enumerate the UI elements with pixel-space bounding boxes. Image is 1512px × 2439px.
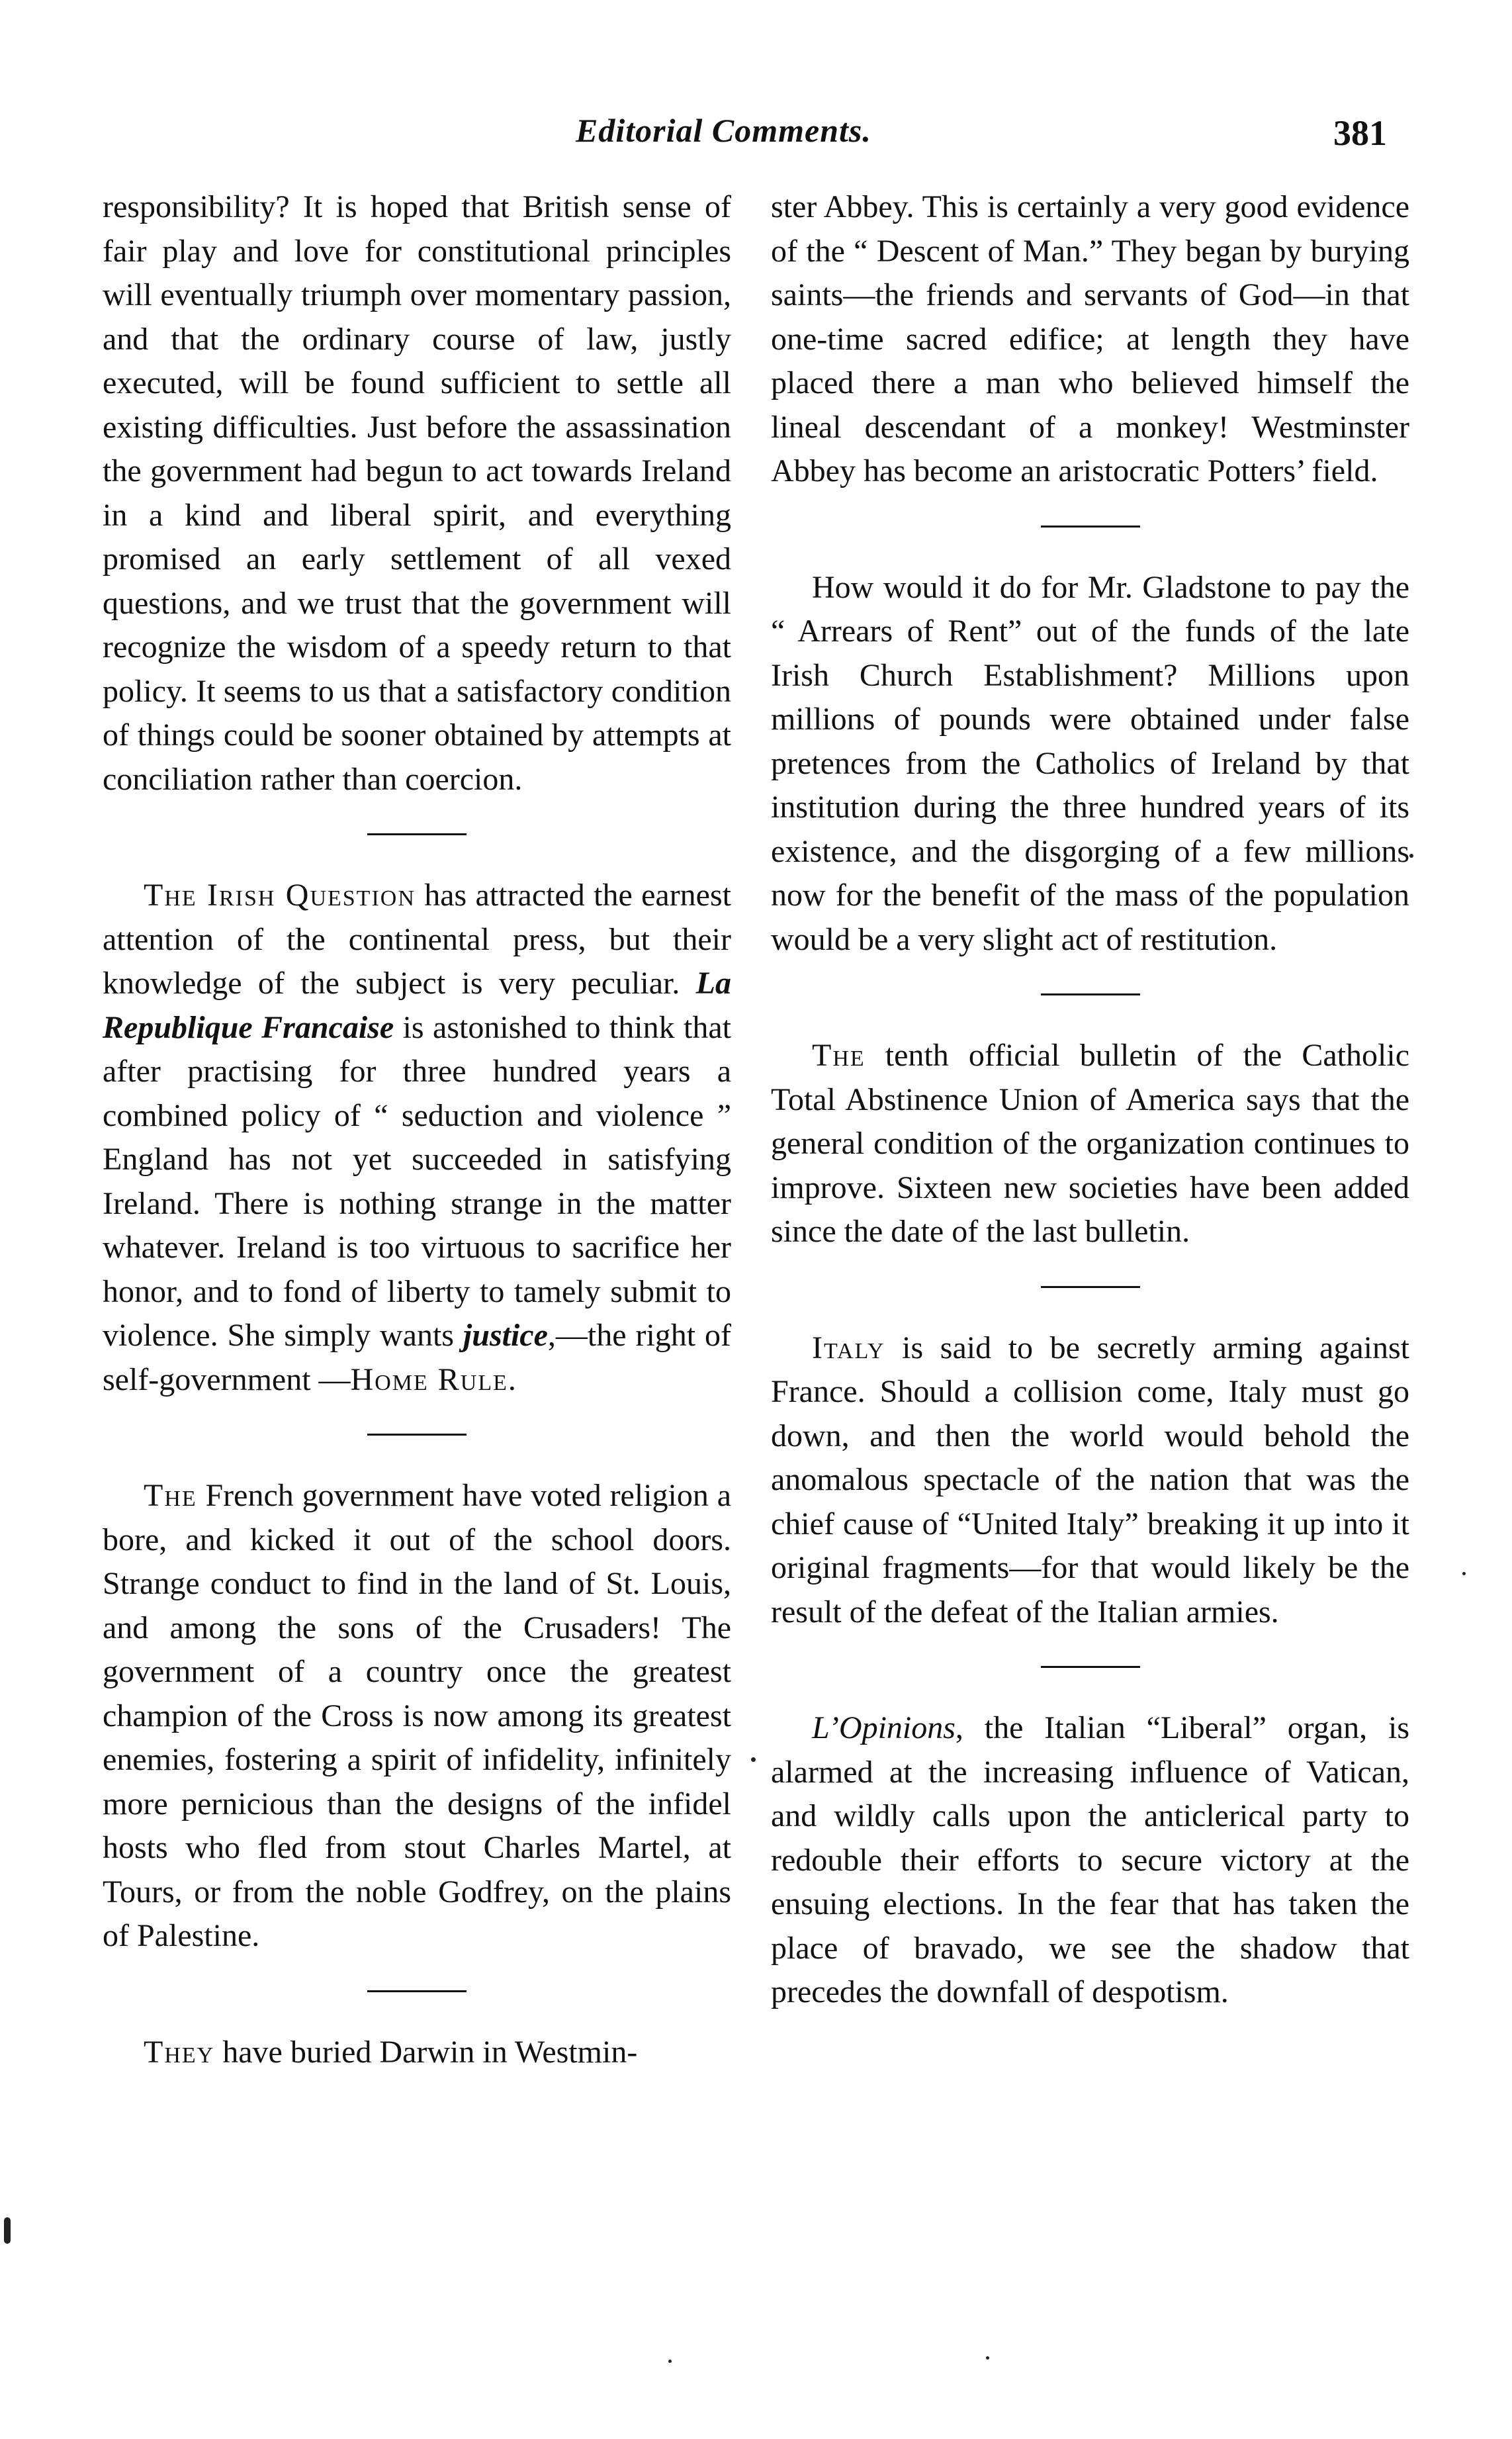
paragraph-text: , the Italian “Liberal” organ, is alarmed at the increasing influence of Vatican, and wildly calls upon the anticlerical party to redouble their efforts to secure victory at the ensuing elections. In the fear that has taken the place of bravado, we see the shadow that precedes the downfall of despotism. <box>771 1710 1409 2009</box>
paragraph-irish-question <box>103 874 731 1402</box>
paragraph-gladstone: How would it do for Mr. Gladstone to pay the “ Arrears of Rent” out of the funds of the late Irish Church Establishment? Millions upon millions of pounds were obtained under false pretences from the Catholics of Ireland by that institution during the three hundred years of its existence, and the disgorging of a few millions now for the benefit of the mass of the population would be a very slight act of restitution. <box>771 569 1409 957</box>
newspaper-title: La Republique Francaise <box>103 966 731 1045</box>
scan-speck <box>751 1757 756 1762</box>
section-divider <box>1041 993 1140 995</box>
scan-speck <box>668 2360 672 2363</box>
scan-speck <box>1409 854 1413 858</box>
paragraph-westminster-abbey: ster Abbey. This is certainly a very good evidence of the “ Descent of Man.” They began by burying saints—the friends and servants of God—in that one-time sacred edifice; at length they have placed there a man who believed himself the lineal descendant of a monkey! Westminster Abbey has become an aristocratic Potters’ field. <box>771 189 1409 488</box>
section-divider <box>1041 1286 1140 1288</box>
running-head: Editorial Comments. <box>576 112 871 149</box>
lead-words: The Irish Question <box>144 878 416 913</box>
scan-speck <box>986 2356 989 2360</box>
lead-words: The <box>144 1478 197 1513</box>
paragraph-l-opinions <box>771 1706 1409 2015</box>
paragraph-text: is said to be secretly arming against France. Should a collision come, Italy must go down, and then the world would behold the anomalous spectacle of the nation that was the chief cause of “United Italy” breaking it up into it original fragments—for that would likely be the result of the defeat of the Italian armies. <box>771 1330 1409 1630</box>
paragraph-text: tenth official bulletin of the Catholic Total Abstinence Union of America says that the general condition of the organization continues to improve. Sixteen new societies have been added since the date of the last bulletin. <box>771 1038 1409 1249</box>
paragraph-responsibility: responsibility? It is hoped that British sense of fair play and love for constitutional principles will eventually triumph over momentary passion, and that the ordinary course of law, justly executed, will be found sufficient to settle all existing difficulties. Just before the assassination the government had begun to act towards Ireland in a kind and liberal spirit, and everything promised an early settlement of all vexed questions, and we trust that the government will recognize the wisdom of a speedy return to that policy. It seems to us that a satisfactory condition of things could be sooner obtained by attempts at conciliation rather than coercion. <box>103 189 731 797</box>
paragraph-text: have buried Darwin in Westmin- <box>214 2034 638 2070</box>
emphasis-justice: justice <box>463 1318 548 1353</box>
paragraph-text: ,—the right of self-government — <box>103 1318 732 1397</box>
paragraph-text: French government have voted religion a bore, and kicked it out of the school doors. Strange conduct to find in the land of St. Louis, and among the sons of the Crusaders! The government of a country once the greatest champion of the Cross is now among its greatest enemies, fostering a spirit of infidelity, infinitely more pernicious than the designs of the infidel hosts who fled from stout Charles Martel, at Tours, or from the noble Godfrey, on the plains of Palestine. <box>103 1478 731 1953</box>
newspaper-title: L’Opinions <box>812 1710 956 1745</box>
paragraph-french-government <box>103 1474 731 1958</box>
paragraph-abstinence-bulletin <box>771 1034 1409 1254</box>
section-divider <box>1041 1666 1140 1668</box>
lead-words: Italy <box>812 1330 885 1365</box>
paragraph-text: is astonished to think that after practising for three hundred years a combined policy of “ seduction and violence ” England has not yet succeeded in satisfying Ireland. There is nothing strange in the matter whatever. Ireland is too virtuous to sacrifice her honor, and to fond of liberty to tamely submit to violence. She simply wants <box>103 1009 732 1353</box>
lead-words: The <box>812 1038 866 1073</box>
section-divider <box>367 1990 467 1992</box>
section-divider <box>367 833 467 835</box>
section-divider <box>1041 526 1140 528</box>
page-number: 381 <box>1333 113 1387 153</box>
emphasis-home-rule: Home Rule. <box>350 1361 517 1397</box>
section-divider <box>367 1434 467 1436</box>
right-column <box>771 185 1409 2015</box>
scan-speck <box>4 2217 11 2244</box>
scan-speck <box>1462 1572 1466 1575</box>
paragraph-darwin <box>103 2031 731 2075</box>
left-column <box>103 185 731 2074</box>
paragraph-italy <box>771 1326 1409 1635</box>
lead-words: They <box>144 2034 215 2070</box>
paragraph-text: has attracted the earnest attention of the continental press, but their knowledge of the subject is very peculiar. <box>103 878 731 1001</box>
